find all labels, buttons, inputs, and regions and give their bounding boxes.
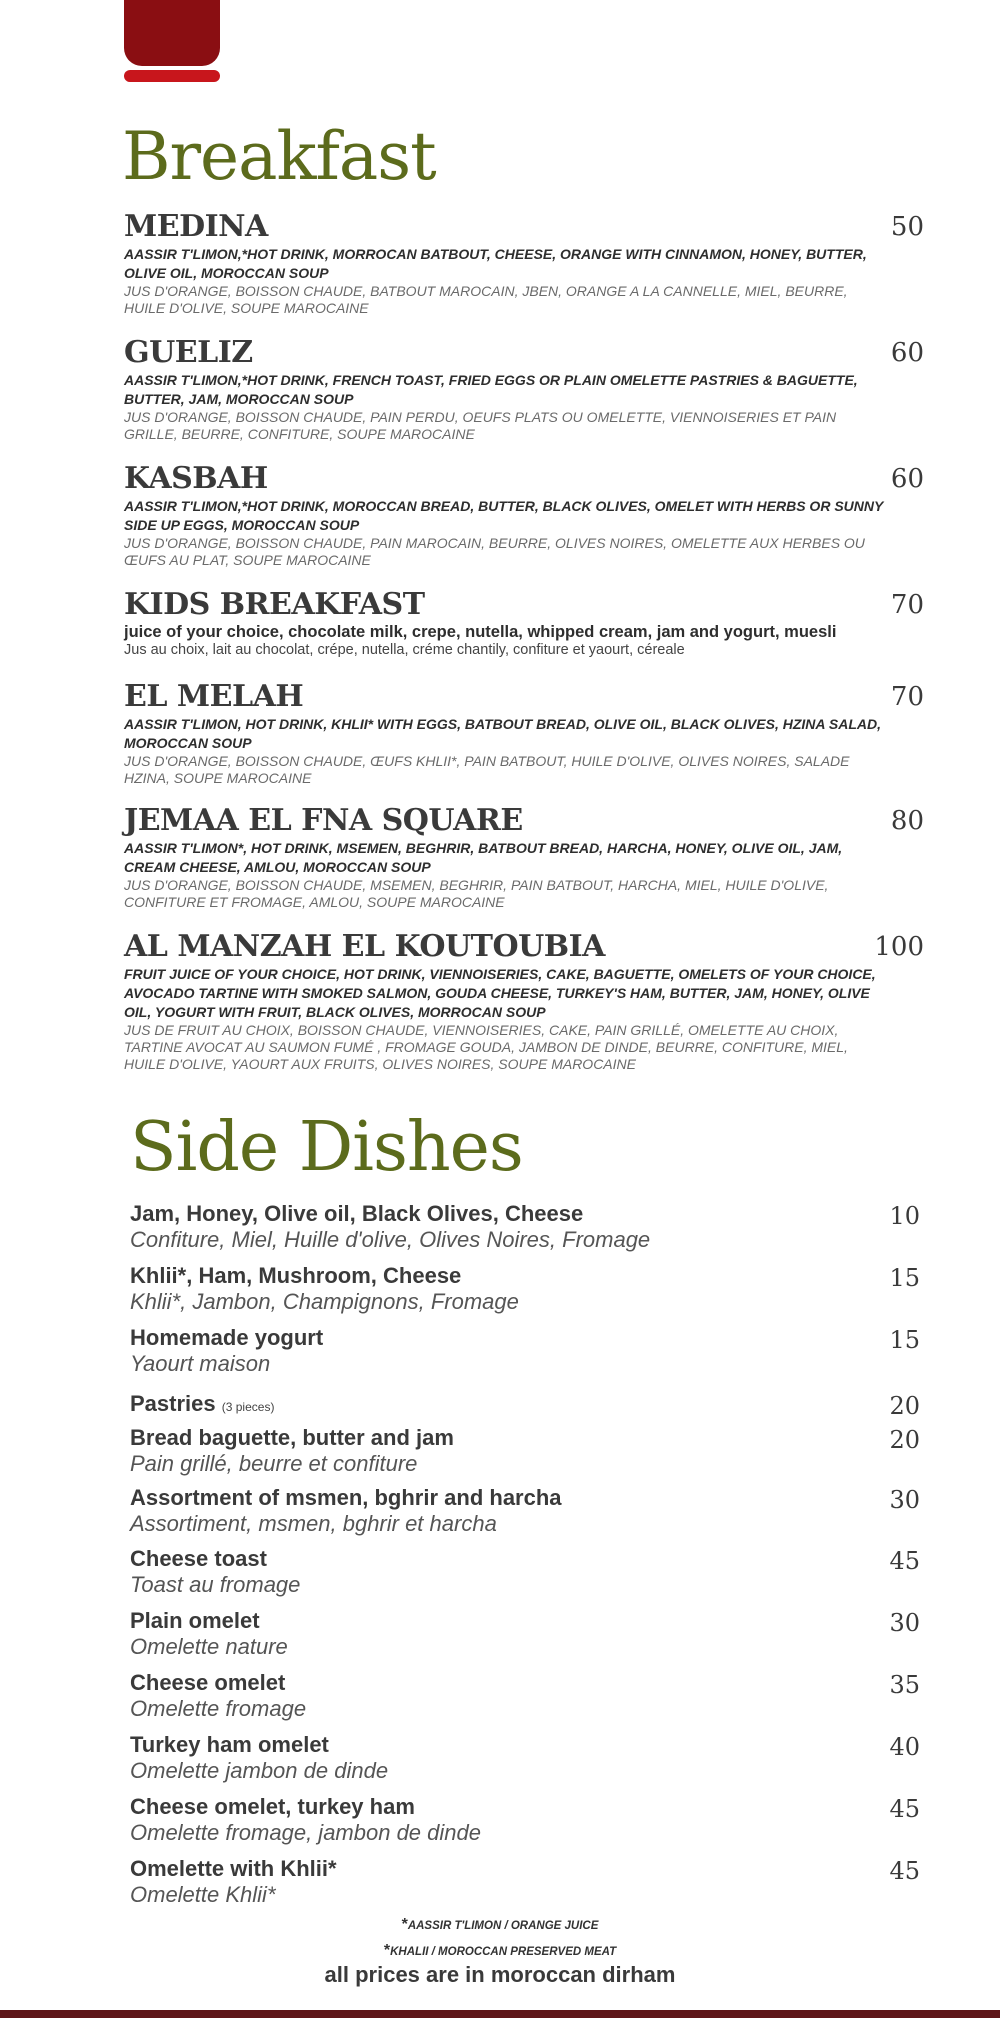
item-price: 30 xyxy=(889,1486,920,1514)
item-name: Cheese toast xyxy=(130,1546,267,1571)
side-dish-item xyxy=(130,1855,920,1908)
item-price: 45 xyxy=(889,1795,920,1823)
side-dish-item xyxy=(130,1424,920,1477)
bottom-divider xyxy=(0,2010,1000,2018)
item-price: 40 xyxy=(889,1733,920,1761)
item-name: Cheese omelet xyxy=(130,1670,286,1695)
footnote-khalii xyxy=(0,1942,1000,1960)
item-name: Bread baguette, butter and jam xyxy=(130,1425,454,1450)
item-name-fr: Pain grillé, beurre et confiture xyxy=(130,1451,418,1476)
item-name-fr: Omelette fromage xyxy=(130,1696,307,1721)
item-name xyxy=(130,1390,920,1421)
item-price: 20 xyxy=(889,1392,920,1420)
side-dish-item xyxy=(130,1262,920,1315)
item-description-en: FRUIT JUICE OF YOUR CHOICE, HOT DRINK, VIENNOISERIES, CAKE, BAGUETTE, OMELETS OF YOUR CHOICE, AVOCADO TARTINE WITH SMOKED SALMON, GOUDA CHEESE, TURKEY'S HAM, BUTTER, JAM, HONEY, OLIVE OIL, YOGURT WITH FRUIT, BLACK OLIVES, MORROCAN SOUP xyxy=(124,966,876,1020)
item-name: Assortment of msmen, bghrir and harcha xyxy=(130,1485,562,1510)
item-price: 30 xyxy=(889,1609,920,1637)
item-name: KIDS BREAKFAST xyxy=(124,587,425,622)
item-price: 45 xyxy=(889,1857,920,1885)
breakfast-item-gueliz xyxy=(124,336,924,443)
side-dish-item xyxy=(130,1545,920,1598)
item-name: Omelette with Khlii* xyxy=(130,1856,337,1881)
item-name-fr: Confiture, Miel, Huille d'olive, Olives Noires, Fromage xyxy=(130,1227,651,1252)
item-name: GUELIZ xyxy=(124,335,253,370)
side-dish-item xyxy=(130,1669,920,1722)
item-name: Jam, Honey, Olive oil, Black Olives, Cheese xyxy=(130,1201,584,1226)
breakfast-item-medina xyxy=(124,210,924,317)
side-dish-item xyxy=(130,1200,920,1253)
item-price: 100 xyxy=(874,932,924,962)
side-dish-item xyxy=(130,1731,920,1784)
item-name: AL MANZAH EL KOUTOUBIA xyxy=(124,929,605,964)
item-description-en: AASSIR T'LIMON,*HOT DRINK, FRENCH TOAST, FRIED EGGS OR PLAIN OMELETTE PASTRIES & BAGUETTE, BUTTER, JAM, MOROCCAN SOUP xyxy=(124,372,858,407)
item-description-fr: Jus au choix, lait au chocolat, crépe, nutella, créme chantily, confiture et yaourt, céreale xyxy=(124,642,685,658)
breakfast-item-kasbah xyxy=(124,462,924,569)
item-name-fr: Toast au fromage xyxy=(130,1572,301,1597)
breakfast-title: Breakfast xyxy=(122,118,436,195)
item-name: MEDINA xyxy=(124,209,268,244)
side-dish-item xyxy=(130,1793,920,1846)
item-name-fr: Omelette fromage, jambon de dinde xyxy=(130,1820,481,1845)
item-price: 45 xyxy=(889,1547,920,1575)
item-name-fr: Khlii*, Jambon, Champignons, Fromage xyxy=(130,1289,519,1314)
item-price: 70 xyxy=(890,590,924,620)
item-description-fr: JUS D'ORANGE, BOISSON CHAUDE, PAIN PERDU, OEUFS PLATS OU OMELETTE, VIENNOISERIES ET PAIN GRILLE, BEURRE, CONFITURE, SOUPE MAROCAINE xyxy=(124,409,837,442)
item-price: 20 xyxy=(889,1426,920,1454)
footnote-star: * xyxy=(401,1916,408,1933)
footnote-text: KHALII / MOROCCAN PRESERVED MEAT xyxy=(390,1946,617,1958)
item-description-fr: JUS DE FRUIT AU CHOIX, BOISSON CHAUDE, VIENNOISERIES, CAKE, PAIN GRILLÉ, OMELETTE AU CHOIX, TARTINE AVOCAT AU SAUMON FUMÉ , FROMAGE GOUDA, JAMBON DE DINDE, BEURRE, CONFITURE, MIEL, HUILE D'OLIVE, YAOURT AUX FRUITS, OLIVES NOIRES, SOUPE MAROCAINE xyxy=(124,1022,848,1072)
item-description-en: AASSIR T'LIMON,*HOT DRINK, MOROCCAN BREAD, BUTTER, BLACK OLIVES, OMELET WITH HERBS OR SUNNY SIDE UP EGGS, MOROCCAN SOUP xyxy=(124,498,884,533)
logo-underline xyxy=(124,70,220,82)
item-name: Plain omelet xyxy=(130,1608,260,1633)
item-price: 10 xyxy=(889,1202,920,1230)
item-price: 60 xyxy=(890,464,924,494)
item-price: 15 xyxy=(889,1326,920,1354)
side-dish-item xyxy=(130,1324,920,1377)
breakfast-item-kids-breakfast xyxy=(124,588,924,659)
item-name: Khlii*, Ham, Mushroom, Cheese xyxy=(130,1263,462,1288)
item-name-fr: Omelette jambon de dinde xyxy=(130,1758,389,1783)
item-name: KASBAH xyxy=(124,461,268,496)
item-name-fr: Omelette Khlii* xyxy=(130,1882,276,1907)
item-name: Homemade yogurt xyxy=(130,1325,324,1350)
breakfast-item-al-manzah-el-koutoubia xyxy=(124,930,924,1073)
item-price: 35 xyxy=(889,1671,920,1699)
side-dish-item xyxy=(130,1484,920,1537)
item-price: 70 xyxy=(890,682,924,712)
side-dishes-title: Side Dishes xyxy=(130,1108,523,1187)
footnote-text: AASSIR T'LIMON / ORANGE JUICE xyxy=(407,1920,599,1932)
item-price: 15 xyxy=(889,1264,920,1292)
item-description-fr: JUS D'ORANGE, BOISSON CHAUDE, BATBOUT MAROCAIN, JBEN, ORANGE A LA CANNELLE, MIEL, BEURRE, HUILE D'OLIVE, SOUPE MAROCAINE xyxy=(124,283,848,316)
item-name-fr: Yaourt maison xyxy=(130,1351,271,1376)
item-description-fr: JUS D'ORANGE, BOISSON CHAUDE, MSEMEN, BEGHRIR, PAIN BATBOUT, HARCHA, MIEL, HUILE D'OLIVE, CONFITURE ET FROMAGE, AMLOU, SOUPE MAROCAINE xyxy=(124,877,829,910)
item-price: 50 xyxy=(890,212,924,242)
currency-note: all prices are in moroccan dirham xyxy=(324,1962,676,1987)
item-name-fr: Omelette nature xyxy=(130,1634,288,1659)
item-quantity-note: (3 pieces) xyxy=(221,1400,275,1414)
item-description-en: AASSIR T'LIMON*, HOT DRINK, MSEMEN, BEGHRIR, BATBOUT BREAD, HARCHA, HONEY, OLIVE OIL, JAM, CREAM CHEESE, AMLOU, MOROCCAN SOUP xyxy=(124,840,843,875)
item-price: 80 xyxy=(890,806,924,836)
item-name: EL MELAH xyxy=(124,679,304,714)
item-description-fr: JUS D'ORANGE, BOISSON CHAUDE, ŒUFS KHLII*, PAIN BATBOUT, HUILE D'OLIVE, OLIVES NOIRES, SALADE HZINA, SOUPE MAROCAINE xyxy=(124,753,850,786)
footnote-star: * xyxy=(383,1942,391,1959)
item-name-fr: Assortiment, msmen, bghrir et harcha xyxy=(130,1511,497,1536)
breakfast-item-jemaa-el-fna-square xyxy=(124,804,924,911)
item-name: Cheese omelet, turkey ham xyxy=(130,1794,415,1819)
side-dish-item xyxy=(130,1390,920,1421)
item-price: 60 xyxy=(890,338,924,368)
item-name: JEMAA EL FNA SQUARE xyxy=(124,803,523,838)
item-name: Turkey ham omelet xyxy=(130,1732,329,1757)
breakfast-item-el-melah xyxy=(124,680,924,787)
item-description-en: juice of your choice, chocolate milk, crepe, nutella, whipped cream, jam and yogurt, muesli xyxy=(124,623,837,641)
item-description-en: AASSIR T'LIMON,*HOT DRINK, MORROCAN BATBOUT, CHEESE, ORANGE WITH CINNAMON, HONEY, BUTTER, OLIVE OIL, MOROCCAN SOUP xyxy=(124,246,867,281)
item-name-text: Pastries xyxy=(130,1391,216,1416)
logo-emblem xyxy=(124,0,220,66)
side-dish-item xyxy=(130,1607,920,1660)
footnote-aassir xyxy=(0,1916,1000,1934)
item-description-en: AASSIR T'LIMON, HOT DRINK, KHLII* WITH EGGS, BATBOUT BREAD, OLIVE OIL, BLACK OLIVES, HZINA SALAD, MOROCCAN SOUP xyxy=(124,716,881,751)
item-description-fr: JUS D'ORANGE, BOISSON CHAUDE, PAIN MAROCAIN, BEURRE, OLIVES NOIRES, OMELETTE AUX HERBES OU ŒUFS AU PLAT, SOUPE MAROCAINE xyxy=(124,535,865,568)
